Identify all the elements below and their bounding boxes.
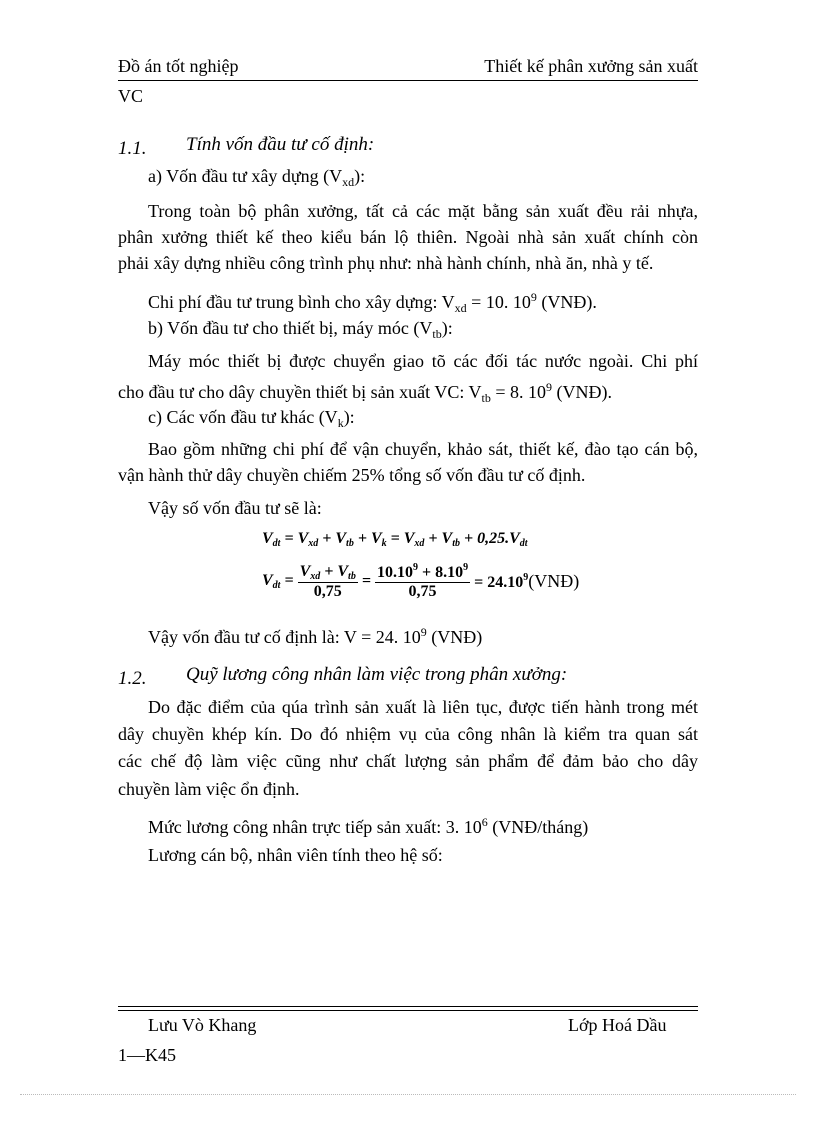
investment-conclusion: Vậy vốn đầu tư cố định là: V = 24. $10^9$ (VNĐ) xyxy=(148,625,483,647)
para1-line3: phải xây dựng nhiều công trình phụ như: nhà hành chính, nhà ăn, nhà y tế. xyxy=(118,253,654,273)
para1-line2: phân xưởng thiết kế theo kiểu bán lộ thiên. Ngoài nhà sản xuất chính còn xyxy=(118,227,698,247)
worker-wage: Mức lương công nhân trực tiếp sản xuất: 3. $10^6$ (VNĐ/tháng) xyxy=(148,815,589,837)
staff-wage-coefficient: Lương cán bộ, nhân viên tính theo hệ số: xyxy=(148,845,443,865)
header-left: Đồ án tốt nghiệp xyxy=(118,56,239,76)
header-rule xyxy=(118,80,698,81)
fraction-symbolic: $\frac{\text{Vxd + Vtb}}{0,75}$ xyxy=(299,562,356,600)
footer-author: Lưu Vò Khang xyxy=(148,1015,257,1035)
item-b-heading: b) Vốn đầu tư cho thiết bị, máy móc $(V_{tb})$: xyxy=(148,318,453,341)
footer-rule-top xyxy=(118,1006,698,1007)
header-right: Thiết kế phân xưởng sản xuất xyxy=(484,56,698,76)
para4-line4: chuyền làm việc ổn định. xyxy=(118,779,300,799)
footer-class: Lớp Hoá Dầu xyxy=(568,1015,667,1035)
para4-line3: các chế độ làm việc cũng như chất lượng sản phẩm để đảm bảo cho dây xyxy=(118,751,698,771)
footer-rule-bottom xyxy=(118,1010,698,1011)
equation-total-investment: Vdt = Vxd + Vtb + Vk = Vxd + Vtb + 0,25.Vdt xyxy=(262,530,528,549)
section-1-number: 1.1. xyxy=(118,138,147,159)
section-2-title: Quỹ lương công nhân làm việc trong phân xưởng: xyxy=(186,664,568,685)
footer-cohort: 1—K45 xyxy=(118,1045,176,1065)
para4-line1: Do đặc điểm của qúa trình sản xuất là liên tục, được tiến hành trong mét xyxy=(148,697,698,717)
para3-line1: Bao gồm những chi phí để vận chuyển, khảo sát, thiết kế, đào tạo cán bộ, xyxy=(148,439,698,459)
investment-intro: Vậy số vốn đầu tư sẽ là: xyxy=(148,498,322,518)
item-a-heading: a) Vốn đầu tư xây dựng $(V_{xd})$: xyxy=(148,166,366,189)
page-bottom-edge xyxy=(20,1094,796,1095)
construction-cost: Chi phí đầu tư trung bình cho xây dựng: $V_{xd} = 10$. $10^9$ (VNĐ). xyxy=(148,290,597,315)
para2-line1: Máy móc thiết bị được chuyển giao tõ các đối tác nước ngoài. Chi phí xyxy=(148,351,698,371)
section-2-number: 1.2. xyxy=(118,668,147,689)
equation-investment-result: Vdt = $\frac{\text{Vxd + Vtb}}{0,75}$ = $\frac{10.10^9 + 8.10^9}{0,75}$ = $24.10^9(VNĐ)$ xyxy=(262,562,580,600)
para3-line2: vận hành thử dây chuyền chiếm 25% tổng số vốn đầu tư cố định. xyxy=(118,465,586,485)
section-1-title: Tính vốn đầu tư cố định: xyxy=(186,134,375,155)
para2-line2: cho đầu tư cho dây chuyền thiết bị sản xuất VC: $V_{tb} = 8$. $10^9$ (VNĐ). xyxy=(118,380,613,405)
fraction-numeric: $\frac{10.10^9 + 8.10^9}{0,75}$ xyxy=(376,562,469,600)
item-c-heading: c) Các vốn đầu tư khác $(V_k)$: xyxy=(148,407,355,430)
para1-line1: Trong toàn bộ phân xưởng, tất cả các mặt bằng sản xuất đều rải nhựa, xyxy=(148,201,698,221)
header-continuation: VC xyxy=(118,86,144,106)
para4-line2: dây chuyền khép kín. Do đó nhiệm vụ của công nhân là kiểm tra quan sát xyxy=(118,724,698,744)
